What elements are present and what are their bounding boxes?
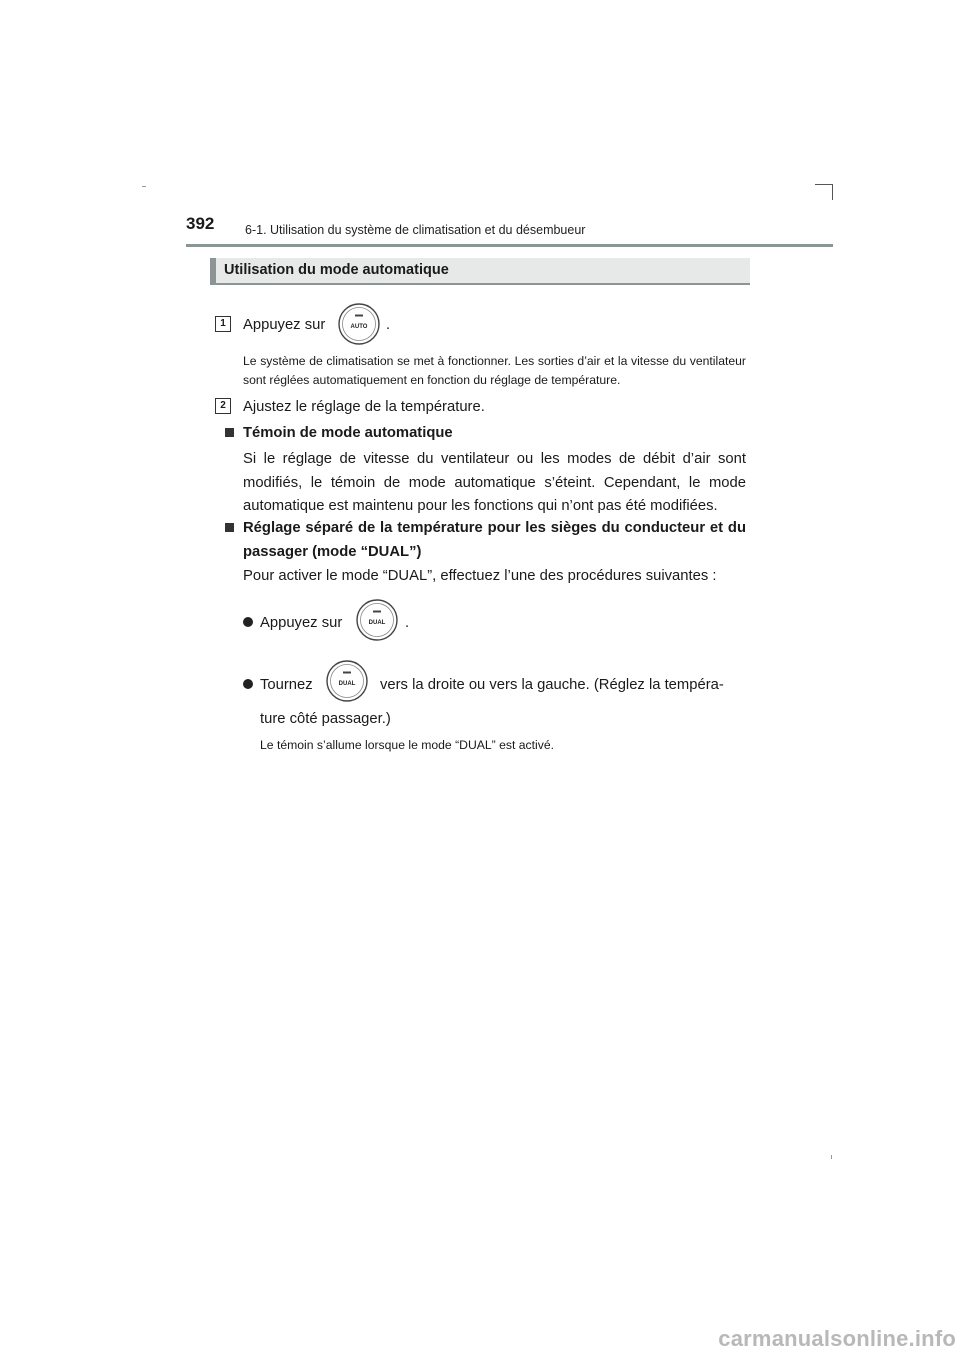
corner-mark [815,184,832,185]
dual-dial-icon [326,660,368,702]
dual-heading: Réglage séparé de la température pour les sièges du conducteur et du passager (mode “DUAL”) [243,520,746,560]
page-number: 392 [186,214,215,233]
round-bullet-icon [243,679,253,689]
svg-text:DUAL: DUAL [368,620,386,626]
svg-text:AUTO: AUTO [350,324,368,330]
dual-option2-text: Tournez [260,677,313,693]
round-bullet-icon [243,617,253,627]
dual-option2-cont: vers la droite ou vers la gauche. (Réglez la tempéra- [380,677,724,693]
header-rule [186,244,833,247]
step1-period: . [386,317,391,333]
crop-mark [831,1155,832,1159]
section-title: Utilisation du mode automatique [224,262,449,278]
dual-option1-period: . [405,615,410,631]
step1-text: Appuyez sur [243,317,326,333]
dual-button-icon [356,599,398,641]
watermark: carmanualsonline.info [718,1326,956,1351]
svg-text:DUAL: DUAL [338,681,356,687]
section-heading [210,258,750,285]
corner-mark [832,184,833,200]
section-accent [210,258,216,283]
chapter-title: 6-1. Utilisation du système de climatisation et du désembueur [245,223,586,237]
square-bullet-icon [225,428,234,437]
step1-note: Le système de climatisation se met à fonctionner. Les sorties d’air et la vitesse du ventilateur sont réglées automatiquement en fonction du réglage de température. [243,354,746,387]
square-bullet-icon [225,523,234,532]
indicator-heading: Témoin de mode automatique [243,425,453,441]
dual-note: Le témoin s’allume lorsque le mode “DUAL” est activé. [260,738,554,752]
step2-text: Ajustez le réglage de la température. [243,399,485,415]
step-number-2: 2 [215,398,231,414]
crop-mark [142,186,146,187]
auto-button-icon [338,303,380,345]
dual-option2-line2: ture côté passager.) [260,711,391,727]
dual-intro: Pour activer le mode “DUAL”, effectuez l’une des procédures suivantes : [243,568,717,584]
step-number-1: 1 [215,316,231,332]
dual-option1-text: Appuyez sur [260,615,343,631]
indicator-body: Si le réglage de vitesse du ventilateur ou les modes de débit d’air sont modifiés, le témoin de mode automatique s’éteint. Cependant, le mode automatique est maintenu pour les fonctions qui n’ont pas été modifiées. [243,451,746,514]
